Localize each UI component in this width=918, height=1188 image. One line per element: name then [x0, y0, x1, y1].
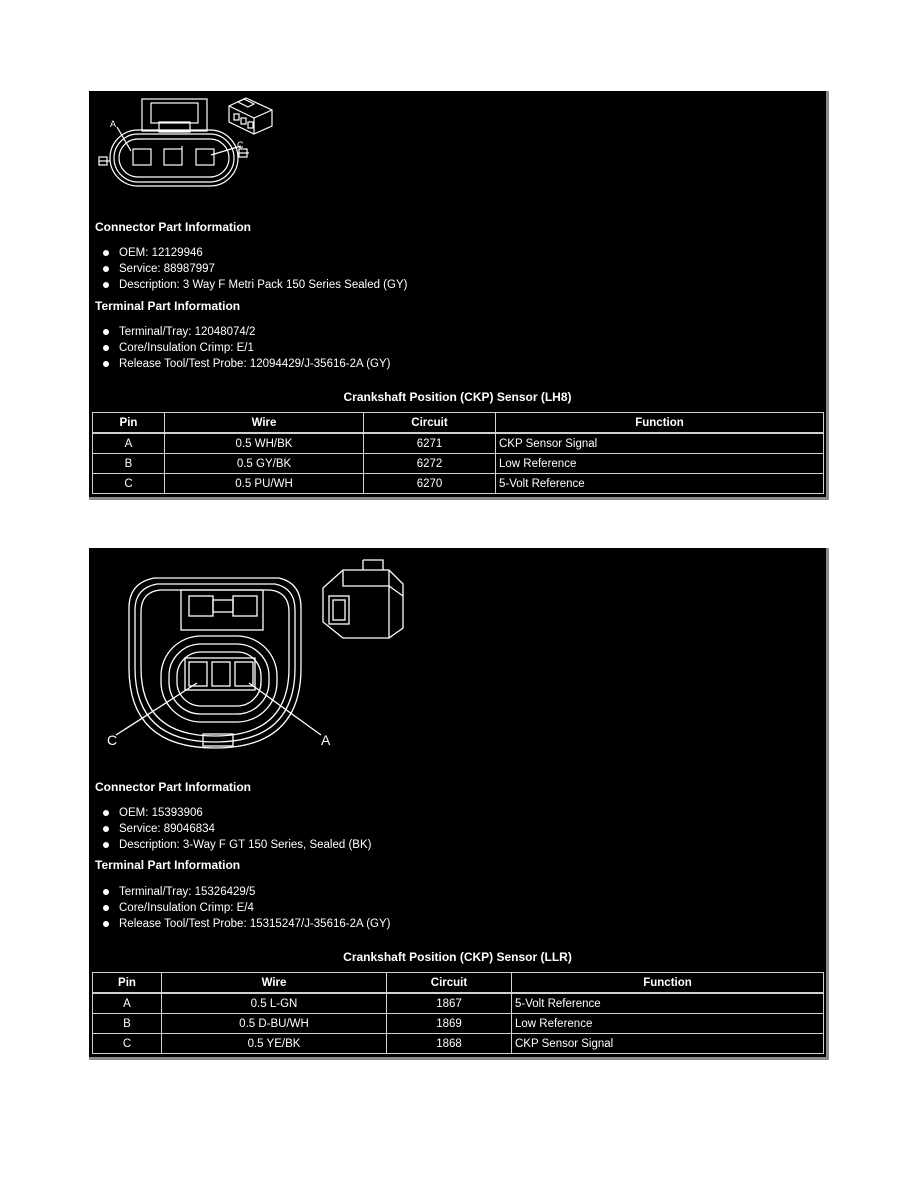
connector-panel-lh8: [89, 91, 829, 500]
list-item: Release Tool/Test Probe: 12094429/J-35616-2A (GY): [101, 356, 391, 372]
pin-label-c: C: [107, 732, 118, 748]
terminal-part-info-list: [101, 884, 391, 932]
column-header-pin: Pin: [93, 413, 165, 434]
pin-label-a: A: [321, 732, 331, 748]
circuit-cell: 1867: [387, 993, 512, 1014]
circuit-cell: 6270: [364, 474, 496, 494]
list-item: Release Tool/Test Probe: 15315247/J-35616-2A (GY): [101, 916, 391, 932]
table-row: [93, 993, 824, 1014]
circuit-cell: 1868: [387, 1034, 512, 1054]
pin-cell: A: [93, 993, 162, 1014]
connector-part-info-list: [101, 805, 371, 853]
column-header-function: Function: [512, 973, 824, 994]
circuit-cell: 6271: [364, 433, 496, 454]
wire-cell: 0.5 GY/BK: [165, 454, 364, 474]
list-item: Core/Insulation Crimp: E/4: [101, 900, 391, 916]
list-item: OEM: 12129946: [101, 245, 407, 261]
function-cell: CKP Sensor Signal: [512, 1034, 824, 1054]
connector-panel-llr: [89, 548, 829, 1060]
list-item: Description: 3-Way F GT 150 Series, Sealed (BK): [101, 837, 371, 853]
list-item: Core/Insulation Crimp: E/1: [101, 340, 391, 356]
column-header-circuit: Circuit: [387, 973, 512, 994]
terminal-part-info-heading: Terminal Part Information: [95, 858, 241, 872]
pin-cell: B: [93, 1014, 162, 1034]
connector-diagram: [89, 91, 289, 196]
column-header-circuit: Circuit: [364, 413, 496, 434]
table-row: [93, 1034, 824, 1054]
pinout-table: [92, 412, 824, 494]
table-row: [93, 1014, 824, 1034]
wire-cell: 0.5 L-GN: [162, 993, 387, 1014]
function-cell: 5-Volt Reference: [496, 474, 824, 494]
pin-cell: C: [93, 1034, 162, 1054]
circuit-cell: 1869: [387, 1014, 512, 1034]
connector-diagram: [89, 548, 429, 753]
table-caption: Crankshaft Position (CKP) Sensor (LLR): [343, 950, 572, 964]
connector-part-info-heading: Connector Part Information: [95, 220, 252, 234]
wire-cell: 0.5 D-BU/WH: [162, 1014, 387, 1034]
connector-part-info-heading: Connector Part Information: [95, 780, 252, 794]
list-item: Terminal/Tray: 12048074/2: [101, 324, 391, 340]
wire-cell: 0.5 YE/BK: [162, 1034, 387, 1054]
table-row: [93, 474, 824, 494]
table-row: [93, 454, 824, 474]
pin-cell: A: [93, 433, 165, 454]
function-cell: Low Reference: [496, 454, 824, 474]
pin-label-a: A: [110, 119, 117, 129]
table-row: [93, 433, 824, 454]
wire-cell: 0.5 PU/WH: [165, 474, 364, 494]
terminal-part-info-list: [101, 324, 391, 372]
table-header-row: [93, 973, 824, 994]
column-header-function: Function: [496, 413, 824, 434]
list-item: Service: 89046834: [101, 821, 371, 837]
table-header-row: [93, 413, 824, 434]
pin-label-c: C: [237, 140, 244, 150]
terminal-part-info-heading: Terminal Part Information: [95, 299, 241, 313]
function-cell: Low Reference: [512, 1014, 824, 1034]
list-item: Service: 88987997: [101, 261, 407, 277]
function-cell: 5-Volt Reference: [512, 993, 824, 1014]
list-item: OEM: 15393906: [101, 805, 371, 821]
list-item: Description: 3 Way F Metri Pack 150 Series Sealed (GY): [101, 277, 407, 293]
column-header-wire: Wire: [165, 413, 364, 434]
table-caption: Crankshaft Position (CKP) Sensor (LH8): [343, 390, 572, 404]
column-header-pin: Pin: [93, 973, 162, 994]
connector-part-info-list: [101, 245, 407, 293]
column-header-wire: Wire: [162, 973, 387, 994]
list-item: Terminal/Tray: 15326429/5: [101, 884, 391, 900]
function-cell: CKP Sensor Signal: [496, 433, 824, 454]
pin-cell: B: [93, 454, 165, 474]
pin-cell: C: [93, 474, 165, 494]
wire-cell: 0.5 WH/BK: [165, 433, 364, 454]
pinout-table: [92, 972, 824, 1054]
circuit-cell: 6272: [364, 454, 496, 474]
